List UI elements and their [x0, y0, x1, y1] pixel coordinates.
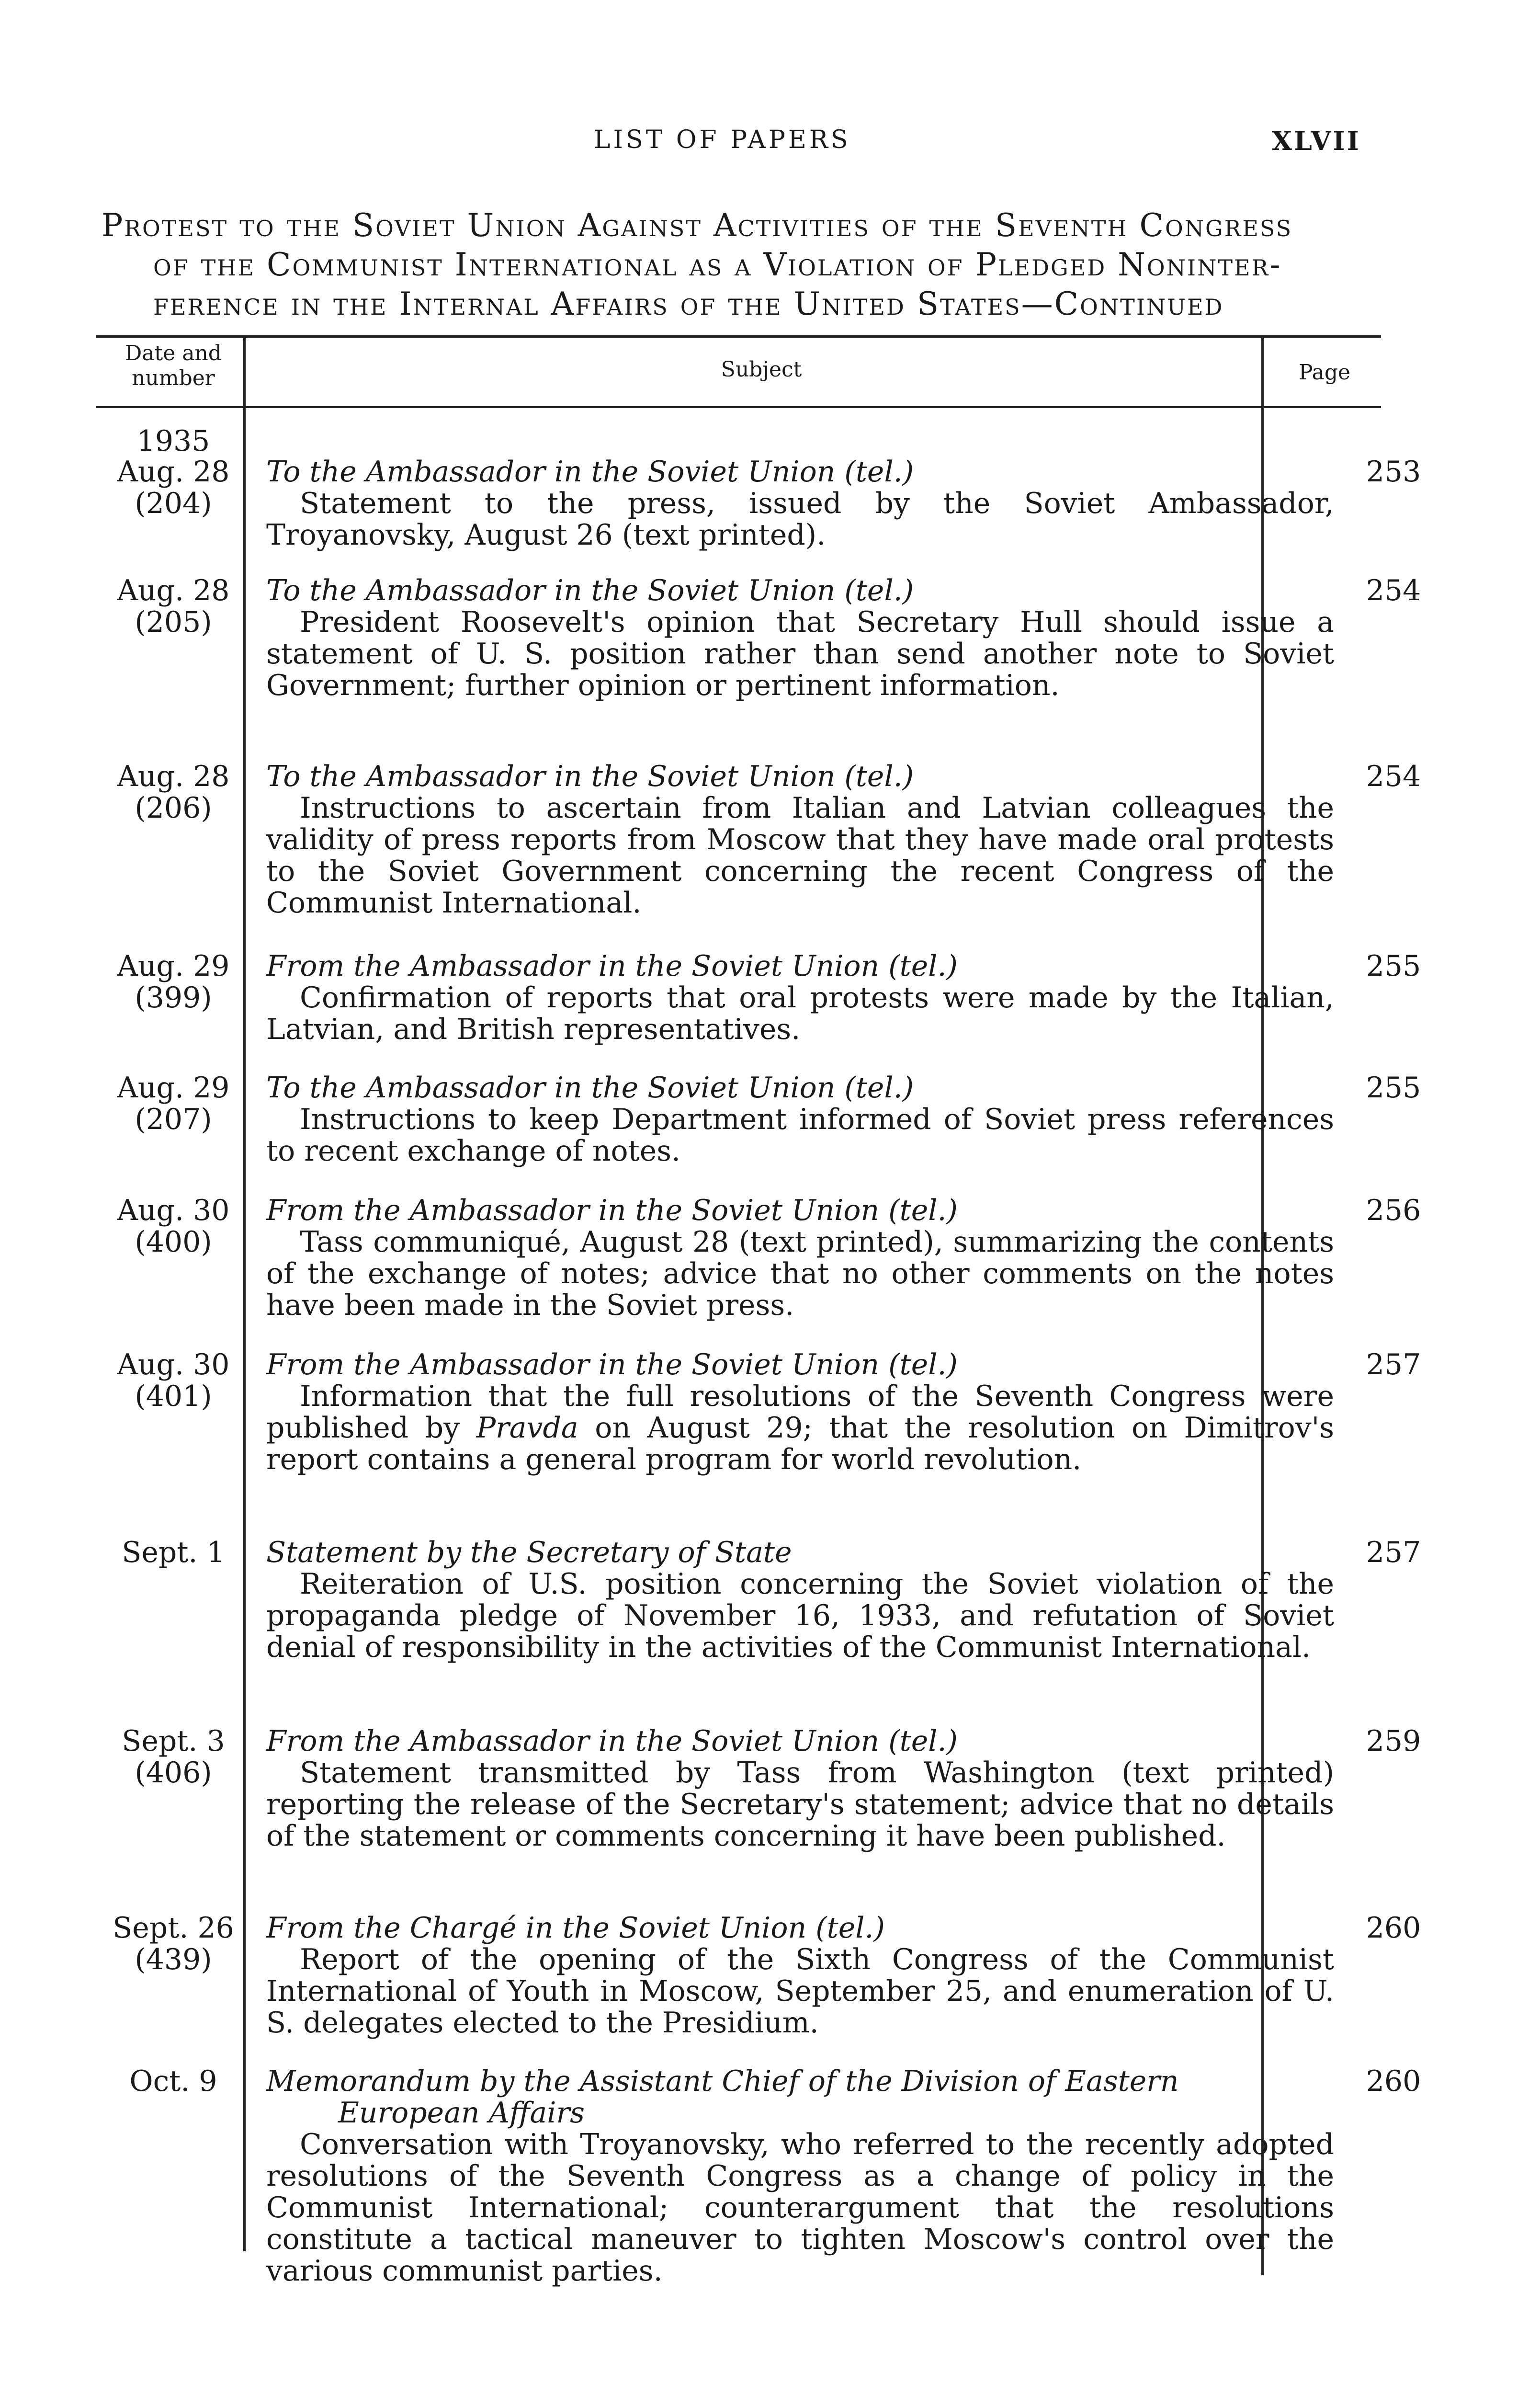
entry-subject	[266, 950, 1334, 1045]
entry-date-cell	[102, 456, 245, 519]
newspaper-title: Pravda	[476, 1411, 578, 1445]
entry-date: Aug. 30	[117, 1194, 230, 1227]
entry-body: Confirmation of reports that oral protests were made by the Italian, Latvian, and British representatives.	[266, 981, 1334, 1046]
entry-body: President Roosevelt's opinion that Secretary Hull should issue a statement of U. S. position rather than send another note to Soviet Government; further opinion or pertinent information.	[266, 605, 1334, 702]
entry-body-part: Information that the full resolutions of the Seventh Congress were published by	[266, 1380, 1334, 1445]
entry-subject	[266, 1072, 1334, 1167]
entry-date-cell	[102, 761, 245, 824]
entry-heading: From the Ambassador in the Soviet Union (tel.)	[266, 1194, 958, 1227]
entry-subject	[266, 1537, 1334, 1663]
entry-body: Reiteration of U.S. position concerning the Soviet violation of the propaganda pledge of November 16, 1933, and refutation of Soviet denial of responsibility in the activities of the Communist International.	[266, 1567, 1334, 1664]
entry-heading: To the Ambassador in the Soviet Union (tel.)	[266, 455, 914, 489]
entry-date-cell	[102, 1725, 245, 1789]
entry-number: (207)	[135, 1103, 212, 1136]
entry-date-cell	[102, 575, 245, 638]
entry-subject	[266, 575, 1334, 701]
page-number: XLVII	[1272, 125, 1361, 156]
entry-date-cell	[102, 1072, 245, 1135]
entry-page: 257	[1366, 1348, 1421, 1381]
entry-body: Report of the opening of the Sixth Congress of the Communist International of Youth in Moscow, September 25, and enumeration of U. S. delegates elected to the Presidium.	[266, 1943, 1334, 2040]
entry-page: 260	[1366, 2064, 1421, 2098]
page-column-header: Page	[1298, 360, 1351, 385]
table-top-rule	[96, 335, 1381, 338]
entry-date-cell	[102, 1195, 245, 1258]
entry-heading: From the Ambassador in the Soviet Union (tel.)	[266, 1348, 958, 1381]
entry-subject	[266, 761, 1334, 919]
entry-date: Aug. 28	[117, 455, 230, 489]
entry-date: Aug. 30	[117, 1348, 230, 1381]
entry-number: (439)	[135, 1943, 212, 1976]
entry-page: 254	[1366, 574, 1421, 607]
entry-heading-line: Memorandum by the Assistant Chief of the Division of Eastern	[266, 2064, 1179, 2098]
entry-body: Statement transmitted by Tass from Washington (text printed) reporting the release of the Secretary's statement; advice that no details of the statement or comments concerning it have been published.	[266, 1756, 1334, 1853]
entry-page: 256	[1366, 1194, 1421, 1227]
entry-body	[266, 1380, 1334, 1475]
entry-body: Statement to the press, issued by the Soviet Ambassador, Troyanovsky, August 26 (text printed).	[266, 487, 1334, 552]
entry-date: Aug. 28	[117, 574, 230, 607]
table-header-rule	[96, 406, 1381, 408]
entry-heading: From the Ambassador in the Soviet Union (tel.)	[266, 1724, 958, 1758]
running-head: LIST OF PAPERS	[594, 125, 851, 154]
entry-subject	[266, 1195, 1334, 1321]
entry-page: 257	[1366, 1536, 1421, 1569]
entry-page: 253	[1366, 455, 1421, 489]
section-title	[102, 206, 1375, 324]
entry-date: Oct. 9	[129, 2064, 217, 2098]
entry-heading: To the Ambassador in the Soviet Union (tel.)	[266, 760, 914, 793]
entry-date-cell	[102, 2065, 245, 2097]
entry-number: (205)	[135, 605, 212, 639]
entry-date: Sept. 26	[113, 1911, 234, 1945]
entry-page: 254	[1366, 760, 1421, 793]
entry-subject	[266, 1725, 1334, 1852]
entry-subject	[266, 1349, 1334, 1475]
entry-subject	[266, 1912, 1334, 2039]
entry-number: (204)	[135, 487, 212, 520]
entry-body: Tass communiqué, August 28 (text printed), summarizing the contents of the exchange of notes; advice that no other comments on the notes have been made in the Soviet press.	[266, 1225, 1334, 1322]
entry-heading-continuation: European Affairs	[338, 2096, 585, 2130]
entry-number: (401)	[135, 1380, 212, 1413]
entry-date: Sept. 1	[122, 1536, 225, 1569]
date-header-line-1: Date and	[125, 341, 222, 365]
entry-date: Aug. 28	[117, 760, 230, 793]
entry-page: 260	[1366, 1911, 1421, 1945]
entry-heading	[266, 2065, 1334, 2129]
entry-date-cell	[102, 1537, 245, 1568]
entry-date-cell	[102, 950, 245, 1014]
entry-number: (406)	[135, 1756, 212, 1790]
entry-date-cell	[102, 1349, 245, 1412]
entry-number: (399)	[135, 981, 212, 1015]
entry-body-part: on August 29; that the resolution on Dimitrov's report contains a general program for world revolution.	[266, 1411, 1334, 1476]
section-title-line-2: of the Communist International as a Violation of Pledged Noninter-	[153, 246, 1282, 283]
entry-heading: From the Ambassador in the Soviet Union (tel.)	[266, 949, 958, 983]
entry-date: Aug. 29	[117, 949, 230, 983]
entry-date: Sept. 3	[122, 1724, 225, 1758]
entry-page: 255	[1366, 949, 1421, 983]
entry-heading: To the Ambassador in the Soviet Union (tel.)	[266, 1071, 914, 1105]
entry-page: 259	[1366, 1724, 1421, 1758]
entry-page: 255	[1366, 1071, 1421, 1105]
entry-number: (400)	[135, 1225, 212, 1259]
section-title-line-3: ference in the Internal Affairs of the United States—Continued	[153, 285, 1224, 322]
entry-number: (206)	[135, 791, 212, 825]
subject-column-header: Subject	[721, 357, 802, 382]
entry-body: Conversation with Troyanovsky, who referred to the recently adopted resolutions of the Seventh Congress as a change of policy in the Communist International; counterargument that the resolutions constitute a tactical maneuver to tighten Moscow's control over the various communist parties.	[266, 2128, 1334, 2288]
entry-heading: To the Ambassador in the Soviet Union (tel.)	[266, 574, 914, 607]
entry-date: Aug. 29	[117, 1071, 230, 1105]
entry-subject	[266, 2065, 1334, 2287]
date-header-line-2: number	[132, 366, 215, 390]
date-column-header	[102, 341, 245, 391]
entry-subject	[266, 456, 1334, 551]
entry-body: Instructions to keep Department informed of Soviet press references to recent exchange of notes.	[266, 1103, 1334, 1168]
entry-heading: Statement by the Secretary of State	[266, 1536, 792, 1569]
section-title-line-1: Protest to the Soviet Union Against Activities of the Seventh Congress	[102, 207, 1293, 244]
entry-date-cell	[102, 1912, 245, 1975]
year-label: 1935	[136, 424, 210, 458]
entry-heading: From the Chargé in the Soviet Union (tel.)	[266, 1911, 885, 1945]
entry-body: Instructions to ascertain from Italian and Latvian colleagues the validity of press reports from Moscow that they have made oral protests to the Soviet Government concerning the recent Congress of the Communist International.	[266, 791, 1334, 920]
